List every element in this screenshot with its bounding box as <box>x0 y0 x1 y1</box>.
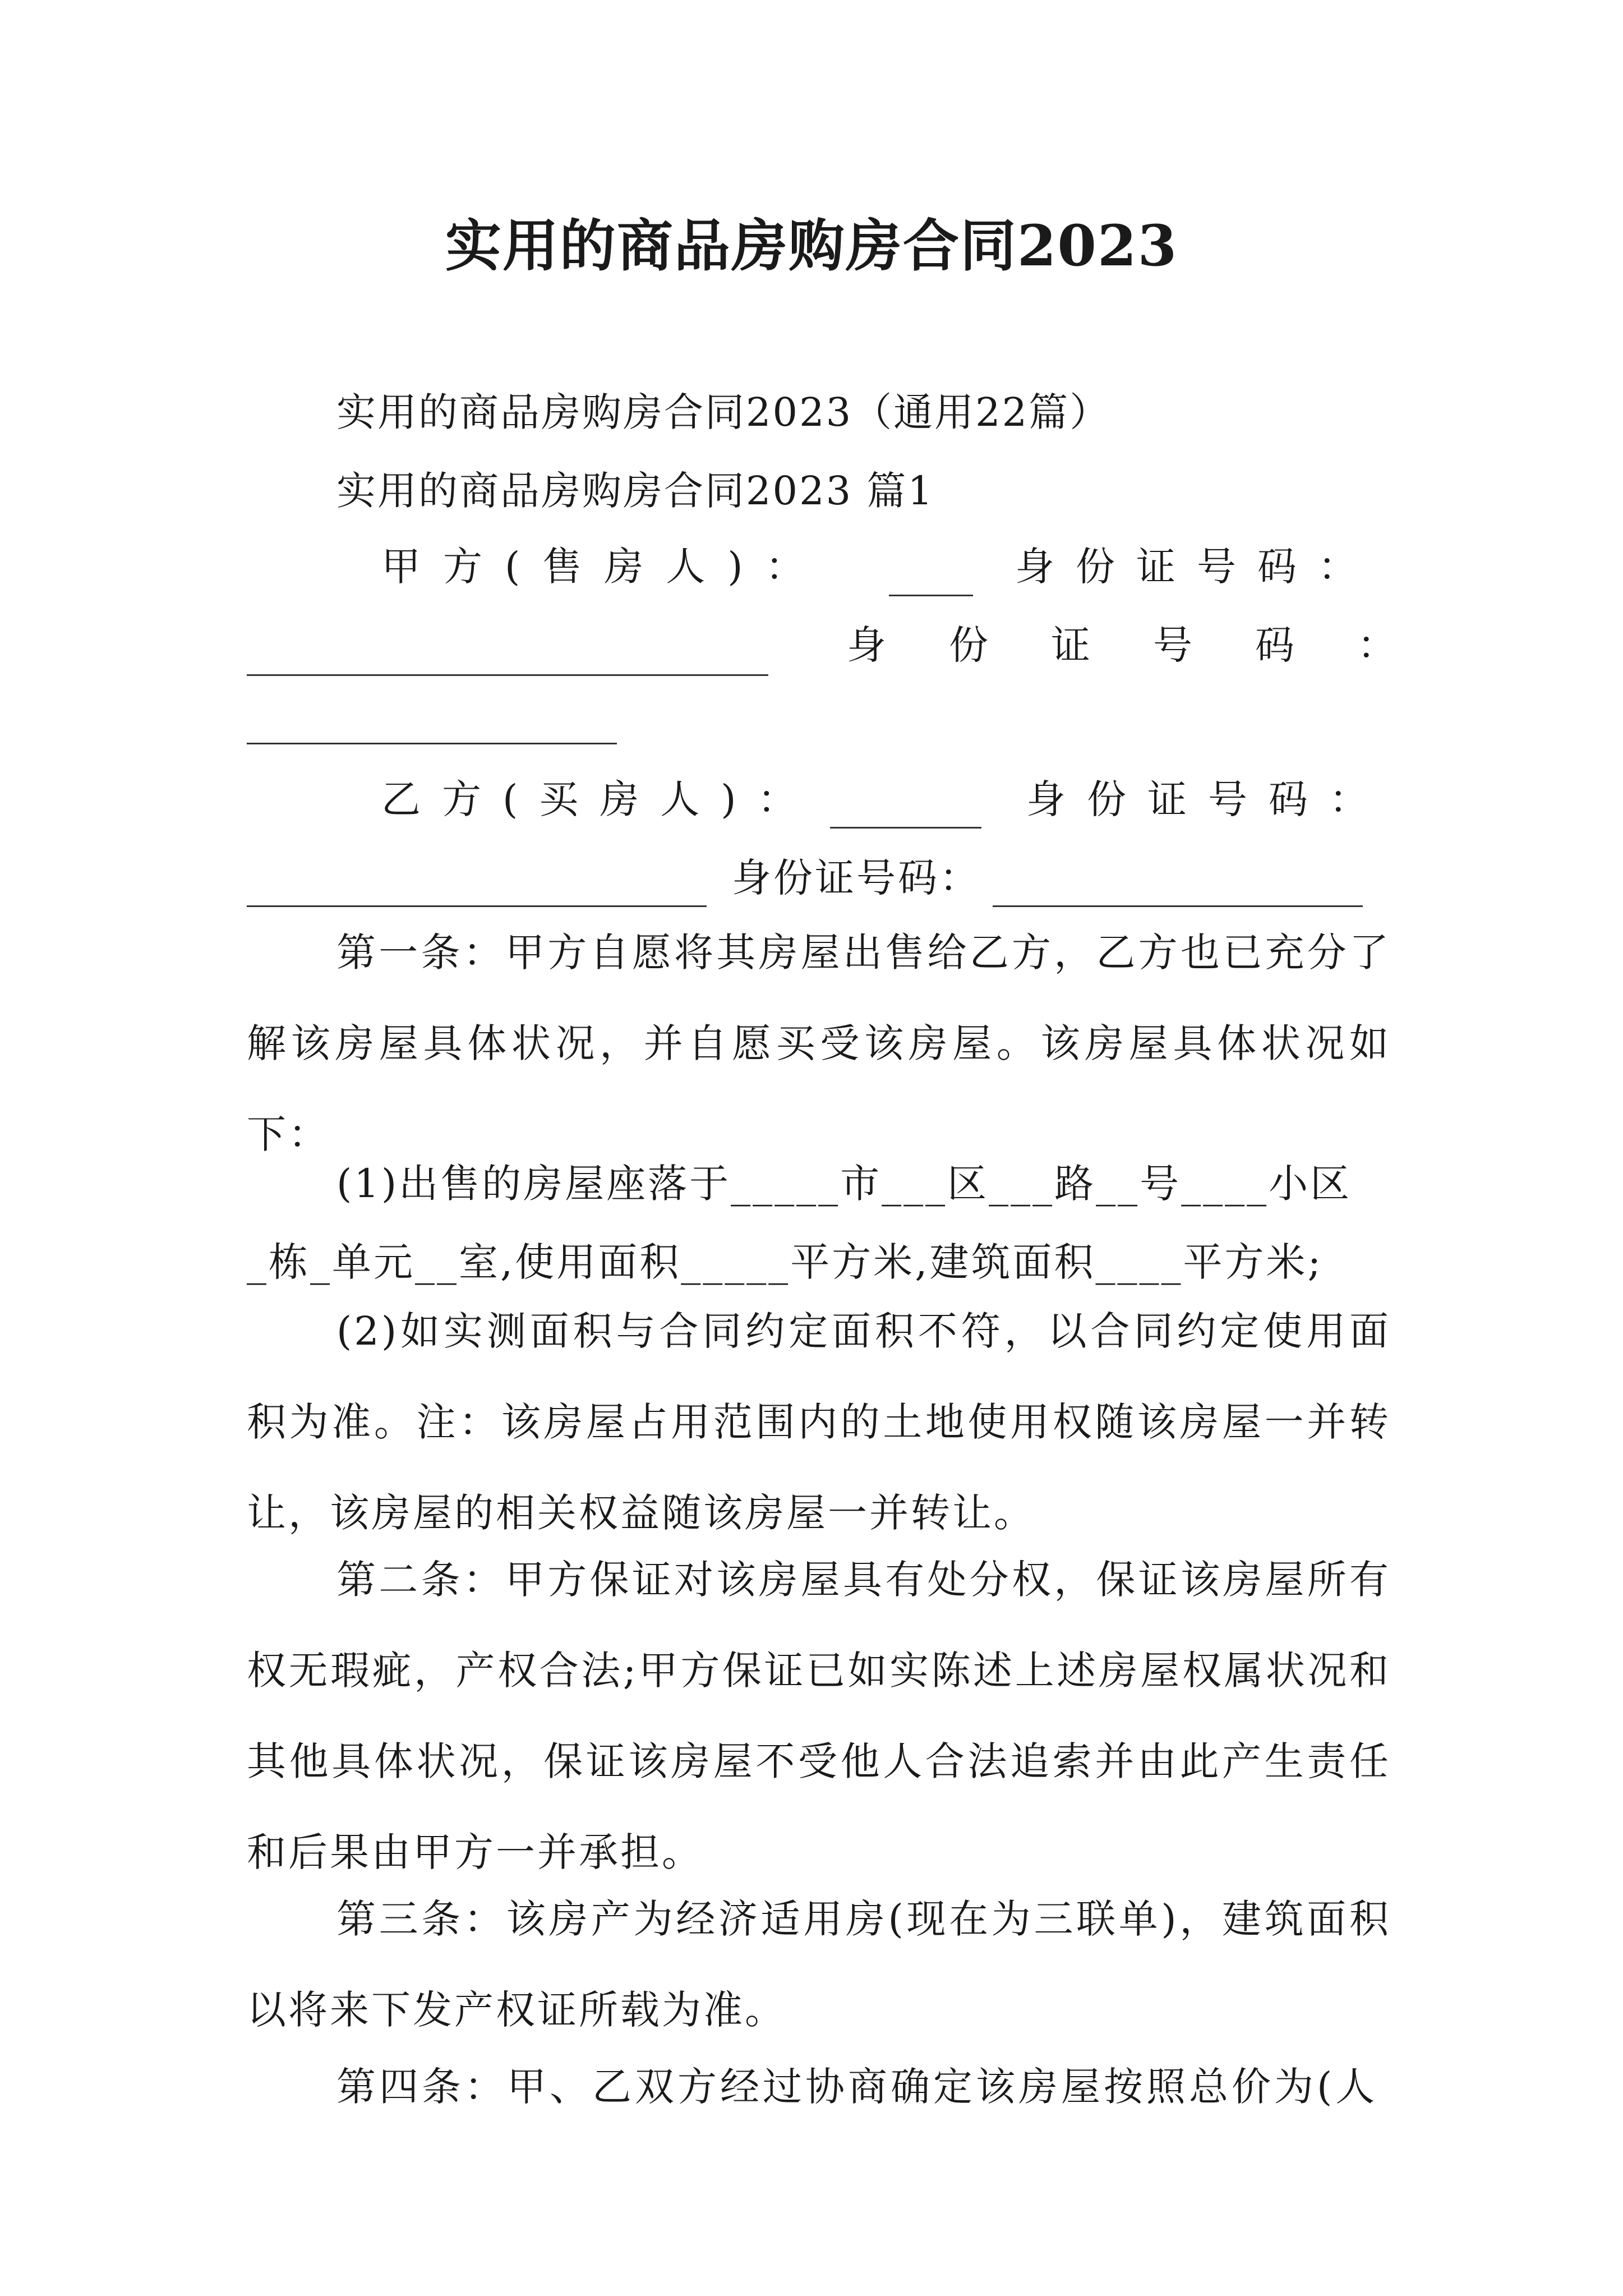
document-title: 实用的商品房购房合同2023 <box>445 213 1178 279</box>
party-b-id-blank-2 <box>993 869 1363 907</box>
party-a-label: 甲方(售房人)： <box>381 544 827 590</box>
party-b-name-blank <box>830 791 981 829</box>
party-b-id-blank <box>247 869 707 907</box>
article-2: 第二条：甲方保证对该房屋具有处分权，保证该房屋所有权无瑕疵，产权合法;甲方保证已如实陈述上述房屋权属状况和其他具体状况，保证该房屋不受他人合法追索并由此产生责任和后果由甲方一并承担。 <box>247 1557 1391 1875</box>
party-a-id-blank <box>247 638 768 676</box>
document-subtitle: 实用的商品房购房合同2023（通用22篇） <box>336 389 1111 435</box>
party-b-label: 乙方(买房人)： <box>381 776 818 822</box>
item-2: (2)如实测面积与合同约定面积不符，以合同约定使用面积为准。注：该房屋占用范围内的土地使用权随该房屋一并转让，该房屋的相关权益随该房屋一并转让。 <box>247 1308 1391 1536</box>
section-heading: 实用的商品房购房合同2023 篇1 <box>336 468 934 514</box>
article-1: 第一条：甲方自愿将其房屋出售给乙方，乙方也已充分了解该房屋具体状况，并自愿买受该房屋。该房屋具体状况如下： <box>247 930 1391 1157</box>
party-a-id-label-2: 身份证号码： <box>847 622 1459 668</box>
article-4-partial: 第四条：甲、乙双方经过协商确定该房屋按照总价为(人 <box>336 2064 1378 2110</box>
party-a-id-blank-2 <box>247 707 617 744</box>
item-1-line-1: (1)出售的房屋座落于_____市___区___路__号____小区 <box>336 1161 1352 1207</box>
party-a-id-label: 身份证号码： <box>1015 544 1378 590</box>
party-a-name-blank <box>889 559 973 596</box>
article-3: 第三条：该房产为经济适用房(现在为三联单)，建筑面积以将来下发产权证所载为准。 <box>247 1896 1391 2033</box>
party-b-id-label: 身份证号码： <box>1026 776 1390 822</box>
item-1-line-2: _栋_单元__室,使用面积_____平方米,建筑面积____平方米; <box>247 1239 1324 1285</box>
party-b-id-label-2: 身份证号码： <box>732 855 981 901</box>
